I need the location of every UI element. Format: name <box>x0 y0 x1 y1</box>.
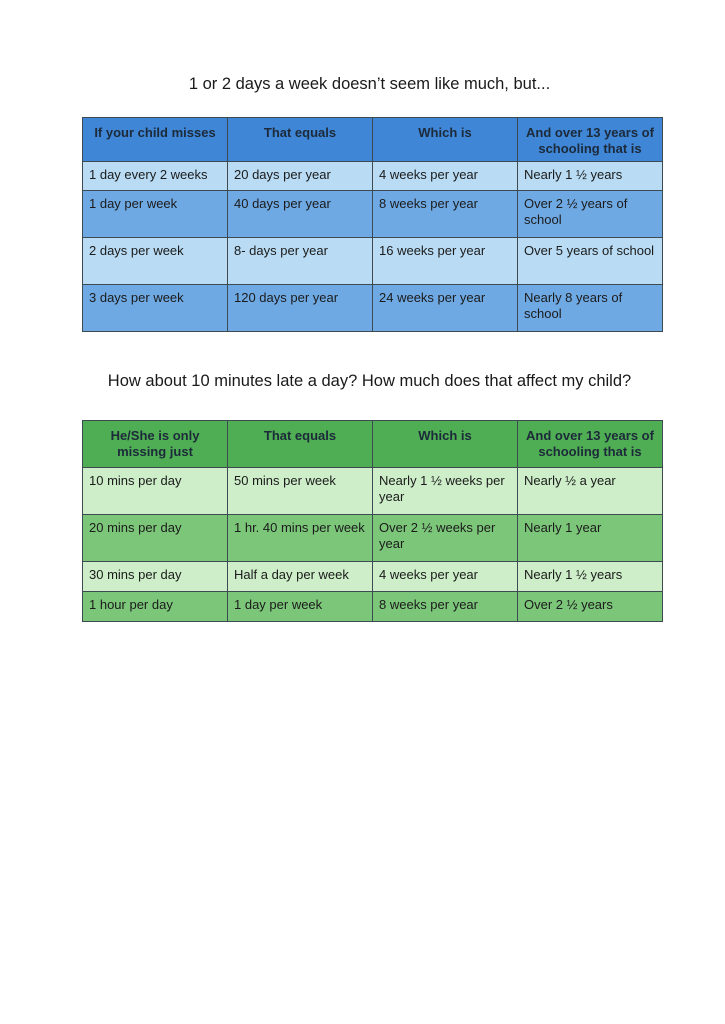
table-cell: Nearly 1 ½ years <box>518 562 663 592</box>
table-row <box>83 285 663 332</box>
table-cell: 3 days per week <box>83 285 228 332</box>
column-header-that-equals: That equals <box>228 118 373 162</box>
table-row <box>83 191 663 238</box>
column-header-which-is: Which is <box>373 421 518 468</box>
column-header-which-is: Which is <box>373 118 518 162</box>
table-cell: 10 mins per day <box>83 468 228 515</box>
table-cell: 120 days per year <box>228 285 373 332</box>
column-header-only-missing-just: He/She is only missing just <box>83 421 228 468</box>
table-row <box>83 238 663 285</box>
table-cell: Nearly 8 years of school <box>518 285 663 332</box>
table-cell: 8 weeks per year <box>373 191 518 238</box>
table-cell: Nearly 1 ½ weeks per year <box>373 468 518 515</box>
table-cell: Half a day per week <box>228 562 373 592</box>
table-cell: Over 2 ½ weeks per year <box>373 515 518 562</box>
table-cell: Over 2 ½ years <box>518 592 663 622</box>
table-cell: 1 day per week <box>83 191 228 238</box>
table-cell: 1 hour per day <box>83 592 228 622</box>
table-row <box>83 562 663 592</box>
table-row <box>83 592 663 622</box>
table-cell: 30 mins per day <box>83 562 228 592</box>
table-cell: 4 weeks per year <box>373 162 518 191</box>
table-cell: Nearly ½ a year <box>518 468 663 515</box>
table-cell: 24 weeks per year <box>373 285 518 332</box>
table-cell: 1 day every 2 weeks <box>83 162 228 191</box>
table-header-row <box>83 118 663 162</box>
table-cell: Over 5 years of school <box>518 238 663 285</box>
table-cell: 16 weeks per year <box>373 238 518 285</box>
table-cell: 8- days per year <box>228 238 373 285</box>
table-cell: 50 mins per week <box>228 468 373 515</box>
table-row <box>83 162 663 191</box>
absence-days-table <box>82 117 663 332</box>
column-header-child-misses: If your child misses <box>83 118 228 162</box>
table-cell: 2 days per week <box>83 238 228 285</box>
table-cell: Nearly 1 year <box>518 515 663 562</box>
table-cell: 1 hr. 40 mins per week <box>228 515 373 562</box>
table-row <box>83 515 663 562</box>
table-cell: Nearly 1 ½ years <box>518 162 663 191</box>
table-cell: 4 weeks per year <box>373 562 518 592</box>
table-cell: 1 day per week <box>228 592 373 622</box>
column-header-over-13-years: And over 13 years of schooling that is <box>518 118 663 162</box>
table-cell: 20 mins per day <box>83 515 228 562</box>
table-cell: Over 2 ½ years of school <box>518 191 663 238</box>
section1-heading: 1 or 2 days a week doesn’t seem like much, but... <box>188 75 551 93</box>
column-header-that-equals: That equals <box>228 421 373 468</box>
table-header-row <box>83 421 663 468</box>
table-cell: 40 days per year <box>228 191 373 238</box>
section2-heading: How about 10 minutes late a day? How much does that affect my child? <box>107 372 632 390</box>
lateness-minutes-table <box>82 420 663 622</box>
column-header-over-13-years: And over 13 years of schooling that is <box>518 421 663 468</box>
table-row <box>83 468 663 515</box>
table-cell: 20 days per year <box>228 162 373 191</box>
table-cell: 8 weeks per year <box>373 592 518 622</box>
